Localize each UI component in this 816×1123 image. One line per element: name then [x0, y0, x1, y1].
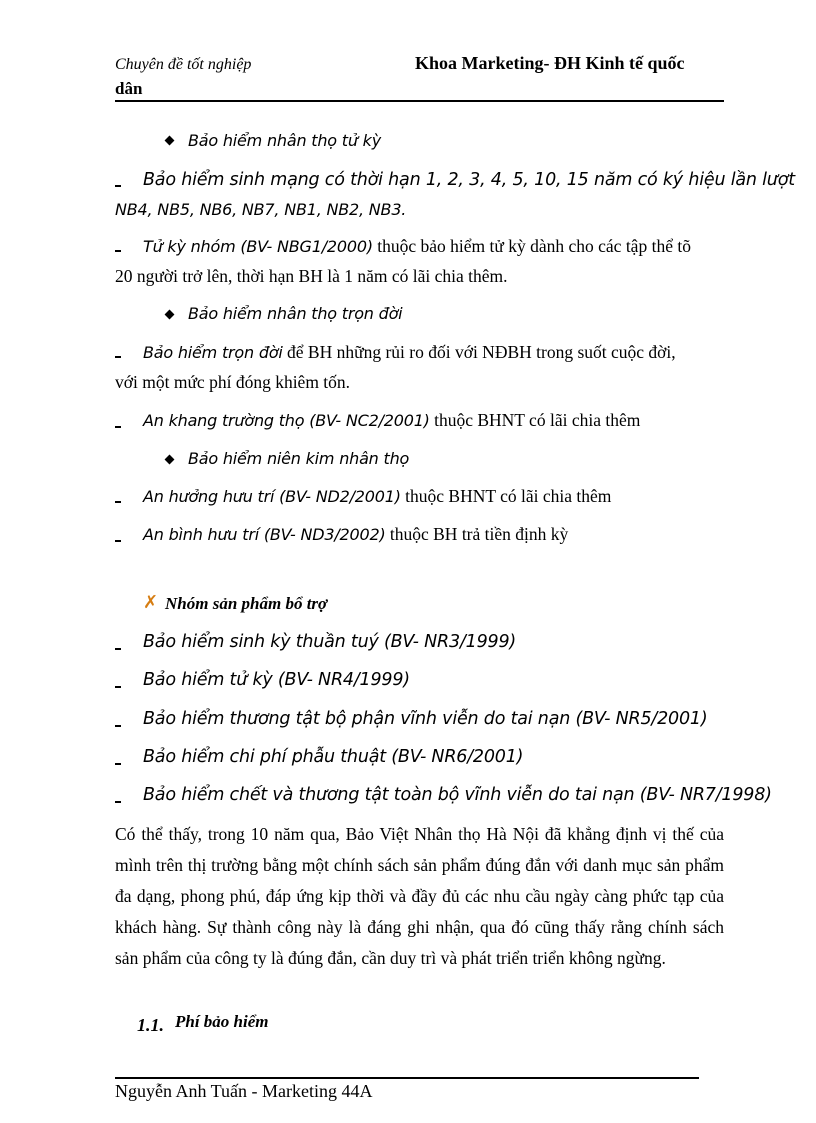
- term-item-2-code: Tử kỳ nhóm (BV- NBG1/2000): [143, 237, 373, 256]
- term-item-1-line-2: NB4, NB5, NB6, NB7, NB1, NB2, NB3.: [115, 200, 407, 219]
- whole-item-2-code: An khang trường thọ (BV- NC2/2001): [143, 411, 430, 430]
- dash-bullet-icon: [115, 725, 121, 727]
- footer-divider: [115, 1077, 699, 1079]
- term-item-2-description: thuộc bảo hiểm tử kỳ dành cho các tập thể tõ: [372, 236, 691, 256]
- annuity-item-2-description: thuộc BH trả tiền định kỳ: [385, 524, 569, 544]
- term-item-2-line-2: 20 người trở lên, thời hạn BH là 1 năm có lãi chia thêm.: [115, 266, 508, 286]
- diamond-bullet-icon: [165, 136, 175, 146]
- dash-bullet-icon: [115, 763, 121, 765]
- section-number: 1.1.: [137, 1015, 164, 1035]
- dash-bullet-icon: [115, 501, 121, 503]
- annuity-item-1-code: An hưởng hưu trí (BV- ND2/2001): [143, 487, 401, 506]
- supplementary-item: Bảo hiểm sinh kỳ thuần tuý (BV- NR3/1999): [143, 632, 517, 652]
- annuity-item-2-code: An bình hưu trí (BV- ND3/2002): [143, 525, 386, 544]
- dash-bullet-icon: [115, 250, 121, 252]
- diamond-bullet-icon: [165, 310, 175, 320]
- term-item-1-line-1: Bảo hiểm sinh mạng có thời hạn 1, 2, 3, 4, 5, 10, 15 năm có ký hiệu lần lượt: [143, 170, 795, 190]
- diamond-bullet-icon: [165, 455, 175, 465]
- whole-item-1-line-1: [143, 342, 676, 363]
- annuity-item-1: [143, 486, 611, 507]
- dash-bullet-icon: [115, 540, 121, 542]
- supplementary-item: Bảo hiểm chết và thương tật toàn bộ vĩnh viễn do tai nạn (BV- NR7/1998): [143, 785, 772, 805]
- whole-item-1-line-2: với một mức phí đóng khiêm tốn.: [115, 372, 351, 392]
- section-title: Phí bảo hiểm: [175, 1012, 269, 1031]
- header-faculty: Khoa Marketing- ĐH Kinh tế quốc: [415, 53, 685, 73]
- whole-item-2-description: thuộc BHNT có lãi chia thêm: [429, 410, 641, 430]
- whole-item-1-description: để BH những rủi ro đối với NĐBH trong suốt cuộc đời,: [282, 342, 676, 362]
- dash-bullet-icon: [115, 185, 121, 187]
- header-document-type: Chuyên đề tốt nghiệp: [115, 56, 252, 73]
- header-divider: [115, 100, 724, 102]
- footer-author: Nguyễn Anh Tuấn - Marketing 44A: [115, 1081, 373, 1101]
- annuity-item-1-description: thuộc BHNT có lãi chia thêm: [400, 486, 612, 506]
- subheading-annuity: Bảo hiểm niên kim nhân thọ: [188, 449, 410, 468]
- subheading-whole-life: Bảo hiểm nhân thọ trọn đời: [188, 304, 403, 323]
- supplementary-item: Bảo hiểm thương tật bộ phận vĩnh viễn do tai nạn (BV- NR5/2001): [143, 709, 708, 729]
- dash-bullet-icon: [115, 648, 121, 650]
- supplementary-item: Bảo hiểm chi phí phẫu thuật (BV- NR6/2001): [143, 747, 524, 767]
- conclusion-paragraph: Có thể thấy, trong 10 năm qua, Bảo Việt Nhân thọ Hà Nội đã khẳng định vị thế của mình trên thị trường bằng một chính sách sản phẩm đúng đắn với danh mục sản phẩm đa dạng, phong phú, đáp ứng kịp thời và đầy đủ các nhu cầu ngày càng phức tạp của khách hàng. Sự thành công này là đáng ghi nhận, qua đó cũng thấy rằng chính sách sản phẩm của công ty là đúng đắn, cần duy trì và phát triển triển không ngừng.: [115, 824, 724, 968]
- supplementary-group-title: Nhóm sản phẩm bổ trợ: [165, 594, 328, 613]
- dash-bullet-icon: [115, 686, 121, 688]
- cross-mark-icon: ✗: [143, 592, 159, 613]
- whole-item-1-name: Bảo hiểm trọn đời: [143, 343, 283, 362]
- supplementary-item: Bảo hiểm tử kỳ (BV- NR4/1999): [143, 670, 410, 690]
- dash-bullet-icon: [115, 426, 121, 428]
- dash-bullet-icon: [115, 356, 121, 358]
- term-item-2-line-1: [143, 236, 691, 257]
- subheading-term-life: Bảo hiểm nhân thọ tử kỳ: [188, 131, 381, 150]
- header-faculty-continued: dân: [115, 79, 143, 98]
- annuity-item-2: [143, 524, 568, 545]
- dash-bullet-icon: [115, 801, 121, 803]
- whole-item-2: [143, 410, 640, 431]
